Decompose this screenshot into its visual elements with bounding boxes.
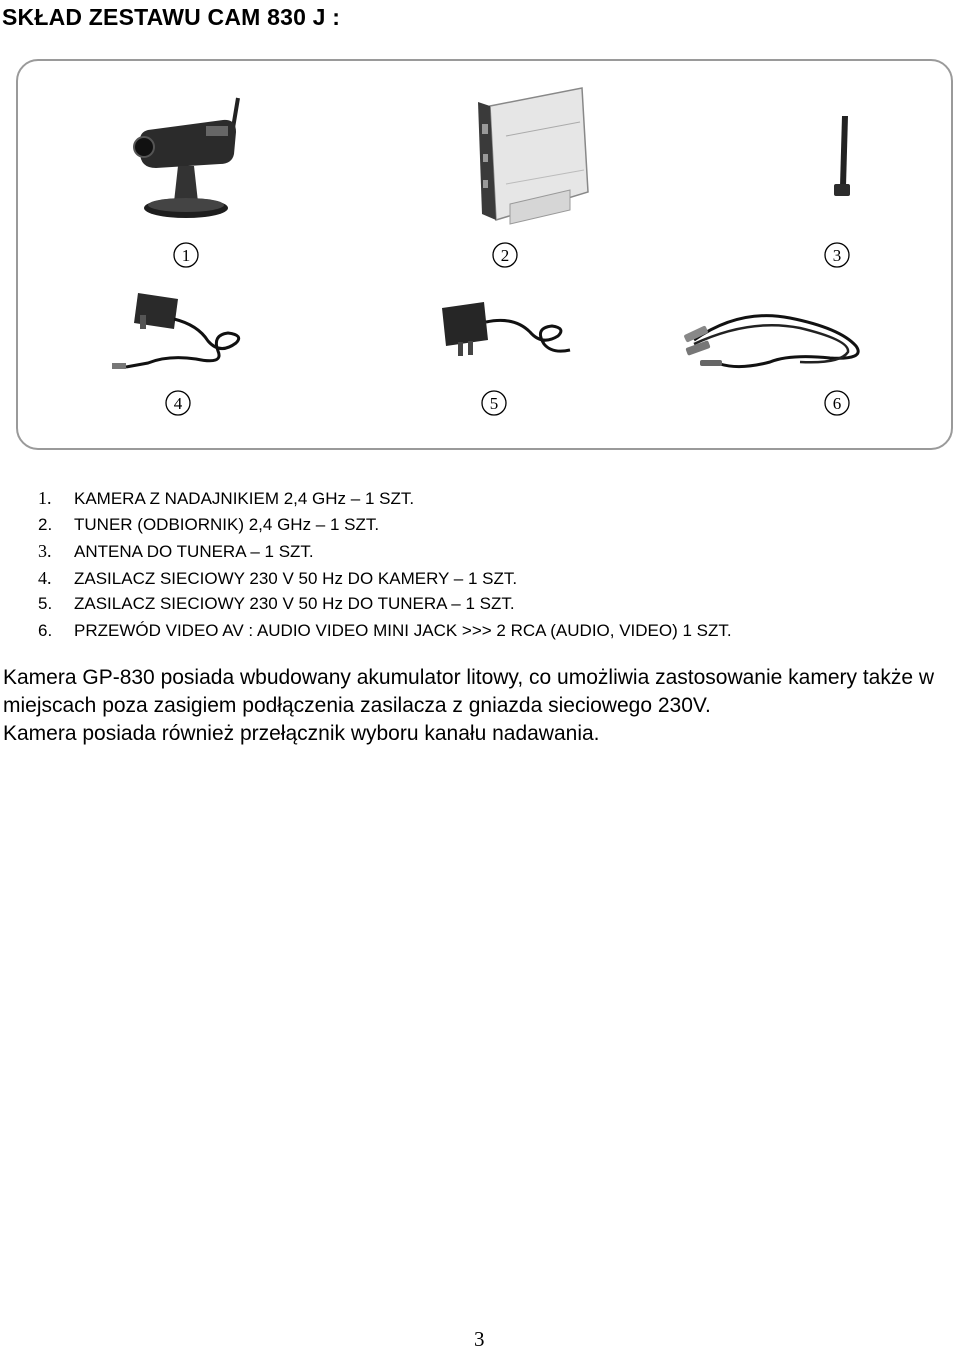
camera-power-adapter-illustration: [108, 285, 248, 375]
svg-text:2: 2: [500, 246, 510, 265]
list-item: 3. ANTENA DO TUNERA – 1 SZT.: [38, 541, 314, 561]
svg-text:1: 1: [181, 246, 191, 265]
paragraph: Kamera posiada również przełącznik wyboru kanału nadawania.: [3, 722, 600, 745]
svg-text:6: 6: [832, 394, 842, 413]
number-badge-3: [823, 241, 851, 269]
svg-text:4: 4: [173, 394, 183, 413]
list-item: 6. PRZEWÓD VIDEO AV : AUDIO VIDEO MINI JACK >>> 2 RCA (AUDIO, VIDEO) 1 SZT.: [38, 620, 732, 640]
antenna-illustration: [822, 112, 858, 202]
number-badge-2: [491, 241, 519, 269]
number-badge-4: [164, 389, 192, 417]
list-item: 4. ZASILACZ SIECIOWY 230 V 50 Hz DO KAMERY – 1 SZT.: [38, 567, 518, 588]
paragraph: Kamera GP-830 posiada wbudowany akumulator litowy, co umożliwia zastosowanie kamery także w miejscach poza zasigiem podłączenia zasilacza z gniazda sieciowego 230V.: [3, 666, 935, 717]
svg-text:3: 3: [832, 246, 842, 265]
tuner-illustration: [470, 84, 600, 229]
tuner-power-adapter-illustration: [434, 292, 574, 367]
camera-illustration: [128, 92, 253, 222]
page-title: SKŁAD ZESTAWU CAM 830 J :: [2, 4, 341, 30]
number-badge-1: [172, 241, 200, 269]
kit-contents-list: [38, 488, 732, 647]
number-badge-5: [480, 389, 508, 417]
number-badge-6: [823, 389, 851, 417]
list-item: 1. KAMERA Z NADAJNIKIEM 2,4 GHz – 1 SZT.: [38, 488, 415, 508]
description-text: [3, 664, 953, 748]
list-item: 5. ZASILACZ SIECIOWY 230 V 50 Hz DO TUNERA – 1 SZT.: [38, 594, 515, 613]
page-number: 3: [474, 1327, 485, 1351]
av-cable-illustration: [680, 288, 870, 378]
list-item: 2. TUNER (ODBIORNIK) 2,4 GHz – 1 SZT.: [38, 514, 380, 534]
svg-text:5: 5: [489, 394, 499, 413]
